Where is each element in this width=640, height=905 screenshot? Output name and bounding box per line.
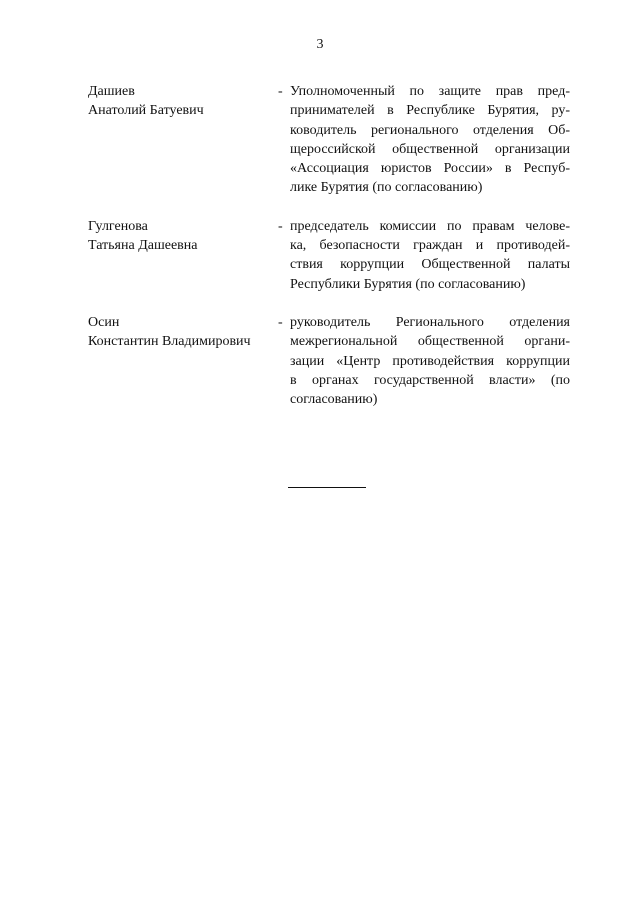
- member-given-names: Константин Владимирович: [88, 334, 251, 350]
- member-entry: [88, 217, 570, 294]
- member-role-line: Уполномоченный по защите прав пред-: [290, 84, 570, 99]
- member-role: [290, 217, 570, 294]
- member-name: [88, 217, 278, 256]
- member-role-line: щероссийской общественной организации: [290, 141, 570, 157]
- member-entry: [88, 82, 570, 198]
- page-number: 3: [316, 37, 324, 52]
- member-dash: -: [278, 84, 283, 99]
- members-list: [88, 82, 570, 428]
- member-dash: -: [278, 314, 283, 330]
- member-surname: Дашиев: [88, 84, 135, 99]
- member-surname: Гулгенова: [88, 218, 148, 234]
- member-role-line: руководитель Регионального отделения: [290, 314, 570, 330]
- member-role-line: Республики Бурятия (по согласованию): [290, 276, 526, 292]
- member-role-line: лике Бурятия (по согласованию): [290, 180, 483, 196]
- member-entry: [88, 313, 570, 409]
- member-name: [88, 313, 278, 352]
- member-role-line: зации «Центр противодействия коррупции: [290, 353, 570, 369]
- member-role-line: согласованию): [290, 392, 378, 408]
- member-role-line: председатель комиссии по правам челове-: [290, 218, 570, 234]
- member-role-line: ствия коррупции Общественной палаты: [290, 257, 570, 273]
- member-role-line: ководитель регионального отделения Об-: [290, 122, 570, 138]
- member-dash: -: [278, 218, 283, 234]
- member-role-line: в органах государственной власти» (по: [290, 372, 570, 388]
- member-role-line: принимателей в Республике Бурятия, ру-: [290, 103, 570, 119]
- member-role-line: ка, безопасности граждан и противодей-: [290, 238, 570, 254]
- member-role-line: межрегиональной общественной органи-: [290, 334, 570, 350]
- member-role: [290, 313, 570, 409]
- member-role: [290, 82, 570, 198]
- member-surname: Осин: [88, 314, 120, 330]
- member-name: [88, 82, 278, 121]
- member-given-names: Татьяна Дашеевна: [88, 238, 198, 254]
- member-given-names: Анатолий Батуевич: [88, 103, 204, 119]
- member-role-line: «Ассоциация юристов России» в Респуб-: [290, 161, 570, 177]
- end-of-list-rule: [288, 487, 366, 488]
